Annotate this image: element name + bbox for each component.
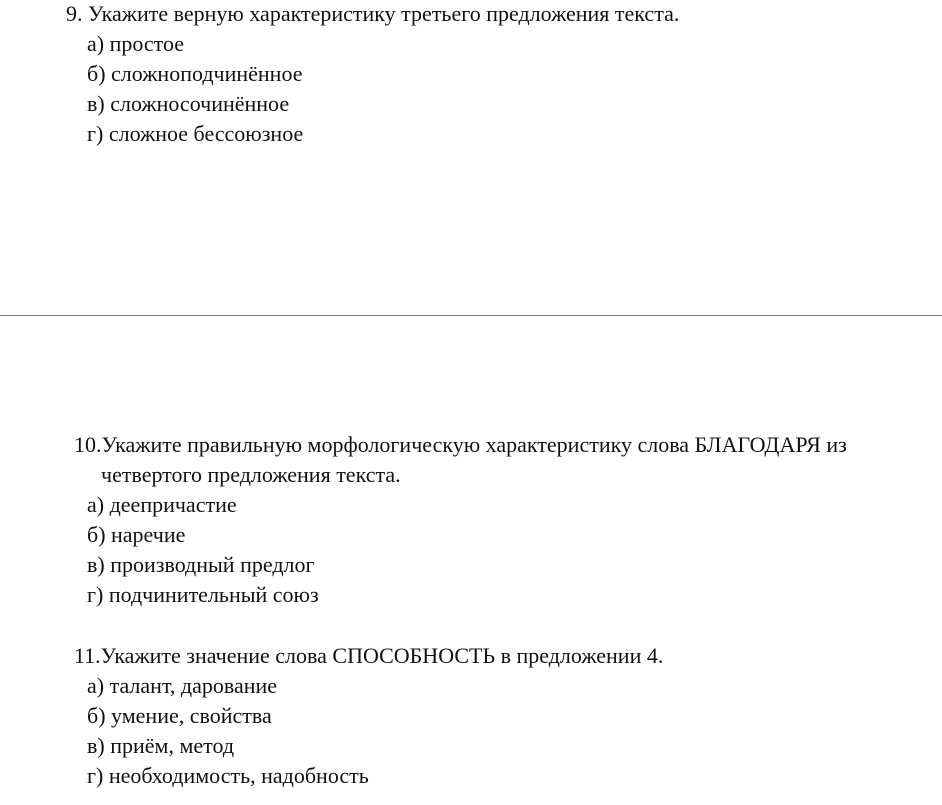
question-9-option-b: б) сложноподчинённое bbox=[87, 61, 303, 86]
question-9-option-c: в) сложносочинённое bbox=[87, 91, 290, 116]
question-11-option-c: в) приём, метод bbox=[87, 733, 235, 758]
question-9-option-d: г) сложное бессоюзное bbox=[87, 121, 304, 146]
question-10-option-d: г) подчинительный союз bbox=[87, 582, 319, 607]
question-10-option-a: а) деепричастие bbox=[87, 492, 237, 517]
question-9-options bbox=[87, 29, 679, 149]
question-10-option-c: в) производный предлог bbox=[87, 552, 315, 577]
question-11-options bbox=[87, 671, 663, 791]
question-9 bbox=[66, 0, 679, 149]
question-11 bbox=[74, 641, 663, 791]
question-10 bbox=[74, 430, 847, 610]
question-9-option-a: а) простое bbox=[87, 31, 185, 56]
question-11-option-d: г) необходимость, надобность bbox=[87, 763, 369, 788]
question-10-text-line2: четвертого предложения текста. bbox=[101, 462, 401, 487]
question-11-option-a: а) талант, дарование bbox=[87, 673, 278, 698]
question-10-option-b: б) наречие bbox=[87, 522, 186, 547]
question-10-text-line1: 10.Укажите правильную морфологическую характеристику слова БЛАГОДАРЯ из bbox=[74, 432, 847, 457]
page-divider bbox=[0, 315, 942, 316]
question-11-option-b: б) умение, свойства bbox=[87, 703, 272, 728]
question-10-options bbox=[87, 490, 847, 610]
question-11-text: 11.Укажите значение слова СПОСОБНОСТЬ в предложении 4. bbox=[74, 643, 664, 668]
question-9-text: 9. Укажите верную характеристику третьего предложения текста. bbox=[66, 1, 680, 26]
